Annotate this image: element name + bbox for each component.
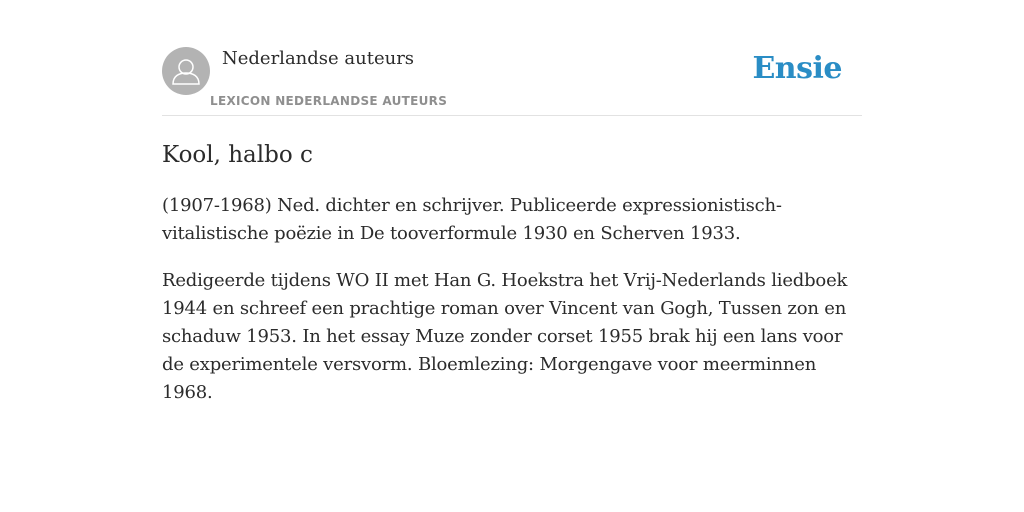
user-placeholder-icon: [162, 47, 210, 95]
author-name-link[interactable]: Nederlandse auteurs: [222, 48, 415, 69]
entry-title: Kool, halbo c: [162, 142, 313, 168]
entry-header: [162, 0, 862, 116]
entry-paragraph: (1907-1968) Ned. dichter en schrijver. Publiceerde expressionistisch-vitalistische poëzie in De tooverformule 1930 en Scherven 1933.: [162, 195, 782, 244]
entry-paragraph: Redigeerde tijdens WO II met Han G. Hoekstra het Vrij-Nederlands liedboek 1944 en schreef een prachtige roman over Vincent van Gogh, Tussen zon en schaduw 1953. In het essay Muze zonder corset 1955 brak hij een lans voor de experimentele versvorm. Bloemlezing: Morgengave voor meerminnen 1968.: [162, 270, 848, 403]
author-subtitle: LEXICON NEDERLANDSE AUTEURS: [210, 94, 448, 108]
entry-body: [162, 192, 862, 426]
page-container: [162, 0, 862, 512]
author-avatar[interactable]: [162, 47, 210, 95]
ensie-logo[interactable]: Ensie: [752, 51, 842, 86]
